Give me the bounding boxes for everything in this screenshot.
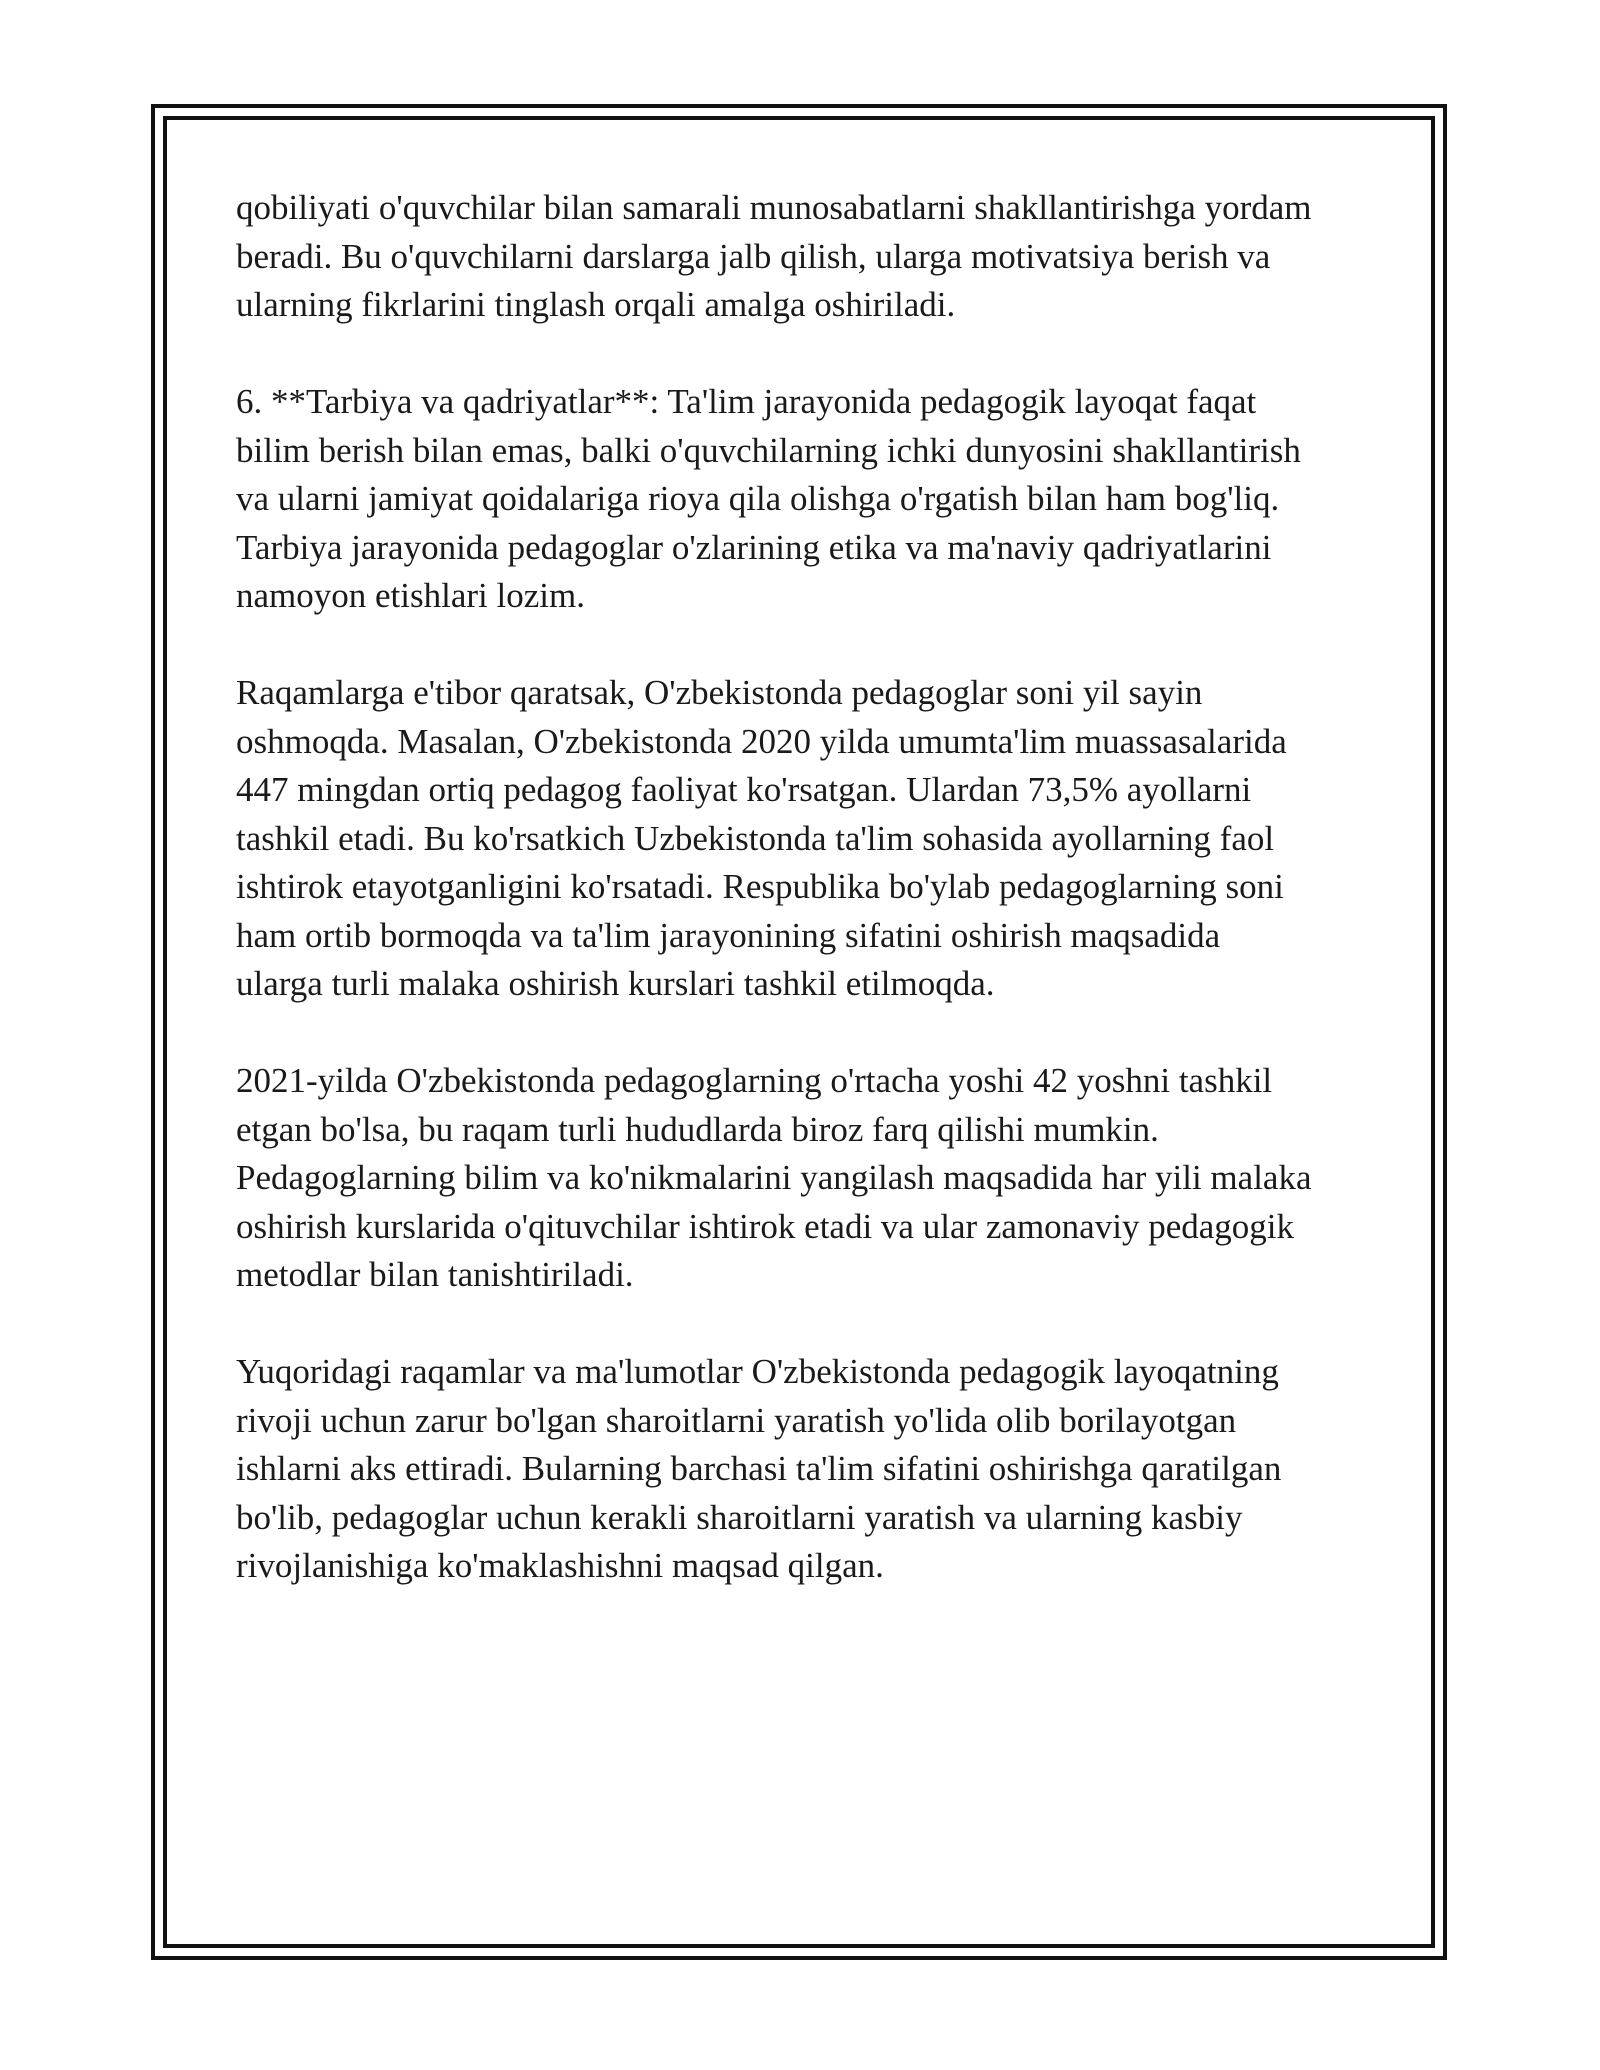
document-body xyxy=(236,184,1376,1639)
paragraph-tarbiya-qadriyatlar: 6. **Tarbiya va qadriyatlar**: Ta'lim jarayonida pedagogik layoqat faqat bilim berish bilan emas, balki o'quvchilarning ichki dunyosini shakllantirish va ularni jamiyat qoidalariga rioya qila olishga o'rgatish bilan ham bog'liq. Tarbiya jarayonida pedagoglar o'zlarining etika va ma'naviy qadriyatlarini namoyon etishlari lozim. xyxy=(236,382,1301,615)
paragraph-statistics: Raqamlarga e'tibor qaratsak, O'zbekistonda pedagoglar soni yil sayin oshmoqda. Masalan, O'zbekistonda 2020 yilda umumta'lim muassasalarida 447 mingdan ortiq pedagog faoliyat ko'rsatgan. Ulardan 73,5% ayollarni tashkil etadi. Bu ko'rsatkich Uzbekistonda ta'lim sohasida ayollarning faol ishtirok etayotganligini ko'rsatadi. Respublika bo'ylab pedagoglarning soni ham ortib bormoqda va ta'lim jarayonining sifatini oshirish maqsadida ularga turli malaka oshirish kurslari tashkil etilmoqda. xyxy=(236,673,1287,1003)
paragraph-average-age: 2021-yilda O'zbekistonda pedagoglarning o'rtacha yoshi 42 yoshni tashkil etgan bo'lsa, bu raqam turli hududlarda biroz farq qilishi mumkin. Pedagoglarning bilim va ko'nikmalarini yangilash maqsadida har yili malaka oshirish kurslarida o'qituvchilar ishtirok etadi va ular zamonaviy pedagogik metodlar bilan tanishtiriladi. xyxy=(236,1061,1312,1294)
paragraph-conclusion: Yuqoridagi raqamlar va ma'lumotlar O'zbekistonda pedagogik layoqatning rivoji uchun zarur bo'lgan sharoitlarni yaratish yo'lida olib borilayotgan ishlarni aks ettiradi. Bularning barchasi ta'lim sifatini oshirishga qaratilgan bo'lib, pedagoglar uchun kerakli sharoitlarni yaratish va ularning kasbiy rivojlanishiga ko'maklashishni maqsad qilgan. xyxy=(236,1352,1282,1585)
paragraph-intro-continuation: qobiliyati o'quvchilar bilan samarali munosabatlarni shakllantirishga yordam beradi. Bu o'quvchilarni darslarga jalb qilish, ularga motivatsiya berish va ularning fikrlarini tinglash orqali amalga oshiriladi. xyxy=(236,188,1312,324)
